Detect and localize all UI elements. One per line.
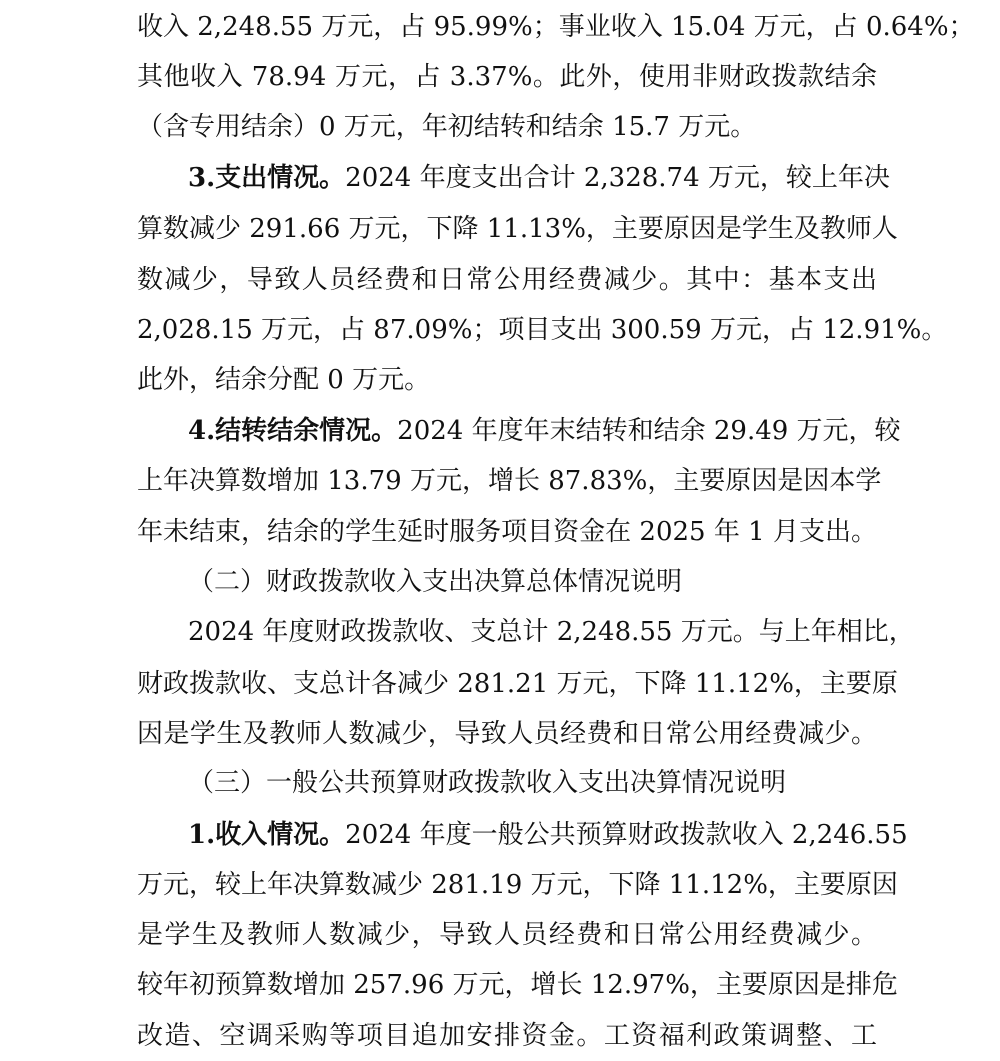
text-line (137, 204, 898, 254)
subsection-title (188, 557, 682, 607)
line-text: 2024 年度支出合计 2,328.74 万元，较上年决 (345, 163, 890, 193)
line-text: 财政拨款收、支总计各减少 281.21 万元，下降 11.12%，主要原 (137, 669, 898, 699)
line-text: 此外，结余分配 0 万元。 (137, 365, 431, 395)
line-text: 万元，较上年决算数减少 281.19 万元，下降 11.12%，主要原因 (137, 870, 898, 900)
subsection-title-text: （三）一般公共预算财政拨款收入支出决算情况说明 (188, 768, 787, 798)
line-text: 数减少，导致人员经费和日常公用经费减少。其中：基本支出 (137, 265, 877, 295)
text-line (137, 960, 898, 1010)
text-line (137, 507, 877, 557)
text-line (137, 2, 975, 52)
text-line (137, 355, 877, 405)
text-line (137, 709, 877, 759)
line-text: 是学生及教师人数减少，导致人员经费和日常公用经费减少。 (137, 920, 877, 950)
section-heading: 1.收入情况。 (188, 820, 346, 850)
line-text: 2024 年度年末结转和结余 29.49 万元，较 (397, 416, 901, 446)
text-line (137, 659, 898, 709)
line-text: （含专用结余）0 万元，年初结转和结余 15.7 万元。 (137, 112, 757, 142)
text-line (137, 456, 882, 506)
line-text: 2024 年度财政拨款收、支总计 2,248.55 万元。与上年相比， (188, 617, 915, 647)
line-text: 改造、空调采购等项目追加安排资金。工资福利政策调整、工 (137, 1021, 877, 1051)
line-text: 2,028.15 万元，占 87.09%；项目支出 300.59 万元，占 12.91%。 (137, 315, 948, 345)
text-line (137, 52, 877, 102)
paragraph-heading-line (188, 406, 901, 456)
line-text: 年未结束，结余的学生延时服务项目资金在 2025 年 1 月支出。 (137, 517, 877, 547)
paragraph-heading-line (188, 153, 890, 203)
subsection-title (188, 758, 786, 808)
text-line (137, 1011, 877, 1061)
text-line (137, 255, 877, 305)
section-heading: 3.支出情况。 (188, 163, 346, 193)
line-text: 收入 2,248.55 万元，占 95.99%；事业收入 15.04 万元，占 0.64%； (137, 12, 975, 42)
text-line (188, 607, 915, 657)
line-text: 2024 年度一般公共预算财政拨款收入 2,246.55 (345, 820, 908, 850)
subsection-title-text: （二）财政拨款收入支出决算总体情况说明 (188, 567, 683, 597)
text-line (137, 305, 948, 355)
section-heading: 4.结转结余情况。 (188, 416, 398, 446)
text-line (137, 860, 898, 910)
line-text: 算数减少 291.66 万元，下降 11.13%，主要原因是学生及教师人 (137, 214, 898, 244)
text-line (137, 102, 877, 152)
line-text: 其他收入 78.94 万元，占 3.37%。此外，使用非财政拨款结余 (137, 62, 877, 92)
line-text: 因是学生及教师人数减少，导致人员经费和日常公用经费减少。 (137, 719, 877, 749)
line-text: 较年初预算数增加 257.96 万元，增长 12.97%，主要原因是排危 (137, 970, 898, 1000)
line-text: 上年决算数增加 13.79 万元，增长 87.83%，主要原因是因本学 (137, 466, 882, 496)
text-line (137, 910, 877, 960)
paragraph-heading-line (188, 810, 908, 860)
